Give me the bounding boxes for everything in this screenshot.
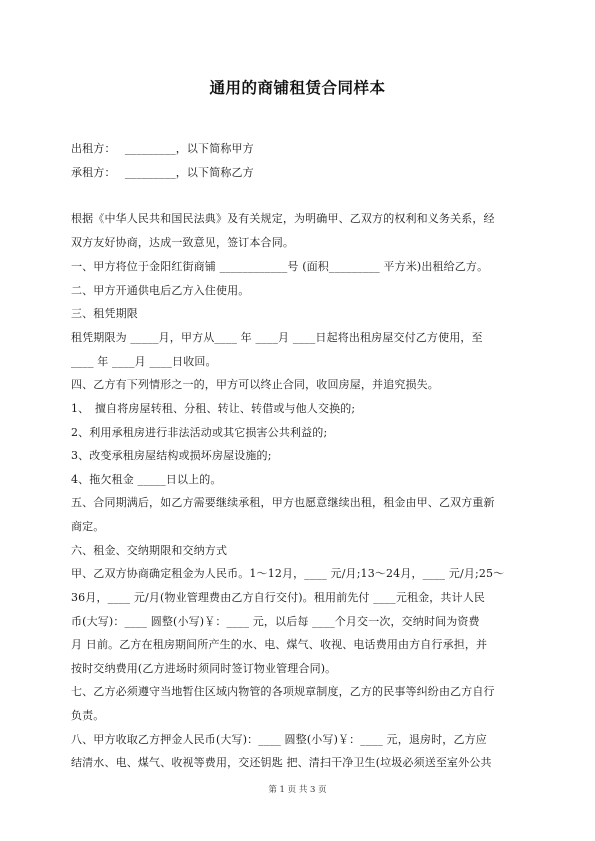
body-line: 结清水、电、煤气、收视等费用，交还钥匙 把、清扫干净卫生(垃圾必须送至室外公共	[71, 756, 492, 769]
list-item: 4、拖欠租金 _____日以上的。	[71, 473, 222, 486]
clause-5: 五、合同期满后，如乙方需要继续承租，甲方也愿意继续出租，租金由甲、乙双方重新	[71, 496, 495, 509]
body-line: 商定。	[71, 520, 105, 533]
body-line: 36月，____ 元/月(物业管理费由乙方自行交付)。租用前先付 ____元租金，共计人民	[71, 591, 486, 604]
page-number: 第 1 页 共 3 页	[268, 785, 327, 795]
body-line: 币(大写)：____ 圆整(小写)￥：____ 元，以后每 ____个月交一次，交纳时间为资费	[71, 615, 480, 628]
body-line: 按时交纳费用(乙方进场时须同时签订物业管理合同)。	[71, 662, 337, 675]
list-item: 3、改变承租房屋结构或损坏房屋设施的;	[71, 449, 272, 462]
lessee-line: 承租方： _________，以下简称乙方	[71, 166, 254, 179]
list-item: 1、 擅自将房屋转租、分租、转让、转借或与他人交换的;	[71, 402, 356, 415]
body-line: 租凭期限为 _____月，甲方从____ 年 ____月 ____日起将出租房屋交付乙方使用，至	[71, 331, 483, 344]
clause-8: 八、甲方收取乙方押金人民币(大写)：____ 圆整(小写)￥：____ 元，退房时，乙方应	[71, 733, 487, 746]
clause-1: 一、甲方将位于金阳红街商铺 ____________号 (面积_________ 平方米)出租给乙方。	[71, 260, 489, 273]
clause-2: 二、甲方开通供电后乙方入住使用。	[71, 284, 250, 297]
body-line: 月 日前。乙方在租房期间所产生的水、电、煤气、收视、电话费用由方自行承担，并	[71, 638, 488, 651]
body-line: 甲、乙双方协商确定租金为人民币。1～12月，____ 元/月;13～24月，____ 元/月;25～	[71, 567, 505, 580]
body-line: 根据《中华人民共和国民法典》及有关规定，为明确甲、乙双方的权利和义务关系，经	[71, 212, 495, 225]
clause-7: 七、乙方必须遵守当地暂住区域内物管的各项规章制度，乙方的民事等纠纷由乙方自行	[71, 685, 495, 698]
document-title: 通用的商铺租赁合同样本	[209, 79, 386, 97]
list-item: 2、利用承租房进行非法活动或其它损害公共利益的;	[71, 426, 328, 439]
clause-6-heading: 六、租金、交纳期限和交纳方式	[71, 544, 228, 557]
body-line: ____ 年 ____月 ____日收回。	[71, 355, 217, 368]
body-line: 负责。	[71, 709, 105, 722]
clause-4-heading: 四、乙方有下列情形之一的，甲方可以终止合同，收回房屋，并追究损失。	[71, 378, 439, 391]
clause-3-heading: 三、租凭期限	[71, 307, 138, 320]
body-line: 双方友好协商，达成一致意见，签订本合同。	[71, 236, 294, 249]
lessor-line: 出租方： _________，以下简称甲方	[71, 142, 254, 155]
